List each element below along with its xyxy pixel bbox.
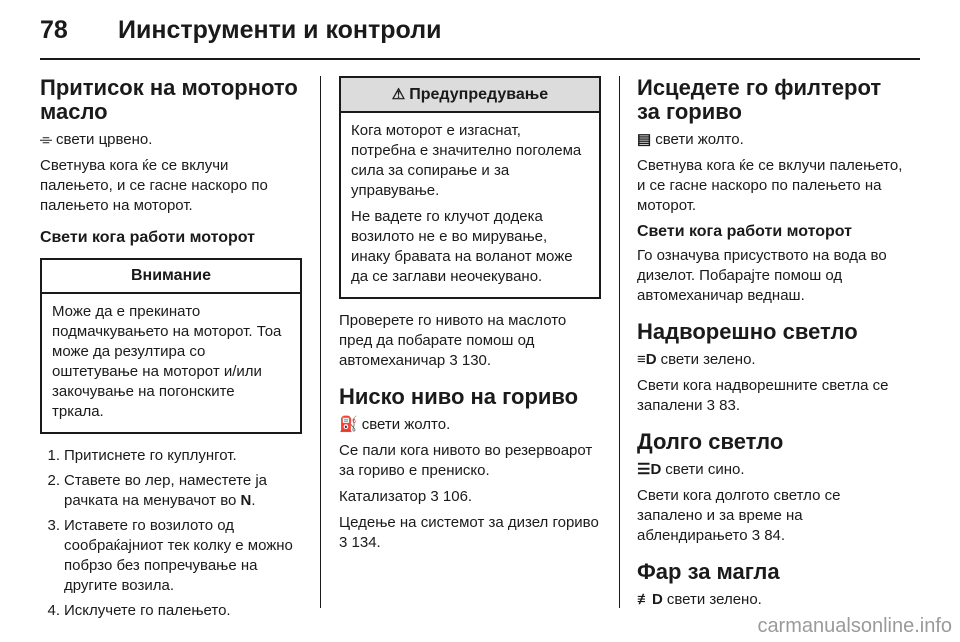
catalyst-label: Катализатор xyxy=(339,488,427,505)
high-beam-status-text: свети сино. xyxy=(665,461,745,478)
page-ref-arrow-icon: 3 xyxy=(339,534,348,551)
exterior-light-text xyxy=(637,376,905,416)
high-beam-text xyxy=(637,486,905,546)
list-item xyxy=(40,516,302,596)
water-in-diesel-text: Го означува присуството на вода во дизелот. Побарајте помош од автомеханичар веднаш. xyxy=(637,247,887,304)
fuel-filter-status-text: свети жолто. xyxy=(655,131,744,148)
warning-title-bar xyxy=(341,78,599,111)
heading-fog-light: Фар за магла xyxy=(637,559,780,584)
warning-title: Предупредување xyxy=(409,86,549,103)
exterior-light-icon: ≡D xyxy=(637,351,657,368)
diesel-drain-ref-text xyxy=(339,513,601,553)
column-divider xyxy=(320,76,321,608)
low-fuel-status-text: свети жолто. xyxy=(361,416,451,433)
fuel-filter-description: Светнува кога ќе се вклучи палењето, и се гасне наскоро по палењето на моторот. xyxy=(637,157,903,214)
heading-high-beam: Долго светло xyxy=(637,429,784,454)
check-oil-text xyxy=(339,311,601,371)
page-header xyxy=(40,14,920,58)
catalyst-ref-text xyxy=(339,487,601,507)
page-ref[interactable]: 106. xyxy=(442,488,473,505)
heading-drain-fuel-filter: Исцедете го филтерот за гориво xyxy=(637,75,882,124)
fuel-filter-icon: ▤ xyxy=(637,131,652,148)
page-ref[interactable]: 134. xyxy=(351,534,381,551)
oil-pressure-status xyxy=(40,130,302,150)
page-ref-arrow-icon: 3 xyxy=(751,527,761,544)
warning-triangle-icon: ⚠ xyxy=(391,86,406,103)
fuel-pump-icon: ⛽ xyxy=(339,416,358,433)
heading-oil-pressure: Притисок на моторното масло xyxy=(40,75,298,124)
caution-box xyxy=(40,258,302,434)
exterior-light-body: Свети кога надворешните светла се запалени xyxy=(637,377,889,414)
oil-pressure-description: Светнува кога ќе се вклучи палењето, и се гасне наскоро по палењето на моторот. xyxy=(40,157,268,214)
page-ref[interactable]: 83. xyxy=(719,397,740,414)
page-ref[interactable]: 130. xyxy=(461,352,492,369)
low-fuel-description: Се пали кога нивото во резервоарот за гориво е прениско. xyxy=(339,442,593,479)
watermark: carmanualsonline.info xyxy=(757,615,952,637)
column-divider xyxy=(619,76,620,608)
step-text: Притиснете го куплунгот. xyxy=(64,447,237,464)
high-beam-status xyxy=(637,460,905,480)
column-3 xyxy=(637,76,905,616)
page-ref-arrow-icon: 3 xyxy=(430,488,439,505)
caution-title: Внимание xyxy=(42,260,300,292)
page-number: 78 xyxy=(40,16,68,44)
step-text: Иставете го возилото од сообраќајниот тек колку е можно побрзо без попречување на другите возила. xyxy=(64,517,293,594)
fog-light-icon: ≢D xyxy=(637,591,663,608)
fog-light-status xyxy=(637,590,905,610)
fuel-filter-status xyxy=(637,130,905,150)
list-item xyxy=(40,446,302,466)
step-text: Исклучете го палењето. xyxy=(64,602,231,619)
heading-engine-running: Свети кога работи моторот xyxy=(40,229,255,246)
low-fuel-status xyxy=(339,415,601,435)
warning-text-1: Кога моторот е изгаснат, потребна е значително поголема сила за сопирање и за управување. xyxy=(351,122,582,199)
warning-box xyxy=(339,76,601,299)
gear-neutral-label: N xyxy=(240,492,252,509)
step-number: 3. xyxy=(47,517,60,534)
oil-pressure-status-text: свети црвено. xyxy=(56,131,153,148)
step-number: 4. xyxy=(47,602,60,619)
heading-engine-running-2: Свети кога работи моторот xyxy=(637,223,852,240)
column-2 xyxy=(339,76,601,559)
high-beam-body: Свети кога долгото светло се запалено и за време на аблендирањето xyxy=(637,487,841,544)
list-item xyxy=(40,601,302,621)
check-oil-body: Проверете го нивото на маслото пред да побарате помош од автомеханичар xyxy=(339,312,567,369)
page-ref[interactable]: 84. xyxy=(764,527,786,544)
step-number: 2. xyxy=(47,472,60,489)
oil-can-icon: ⌯ xyxy=(40,131,53,148)
heading-low-fuel: Ниско ниво на гориво xyxy=(339,384,579,409)
step-number: 1. xyxy=(47,447,60,464)
diesel-drain-label: Цедење на системот за дизел гориво xyxy=(339,514,599,531)
list-item xyxy=(40,471,302,511)
heading-exterior-light: Надворешно светло xyxy=(637,319,858,344)
exterior-light-status xyxy=(637,350,905,370)
running-title: Иинструменти и контроли xyxy=(118,16,442,44)
step-text: Ставете во лер, наместете ја рачката на менувачот во xyxy=(64,472,268,509)
header-rule xyxy=(40,58,920,60)
fog-light-status-text: свети зелено. xyxy=(666,591,762,608)
high-beam-icon: ☰D xyxy=(637,461,662,478)
exterior-light-status-text: свети зелено. xyxy=(660,351,756,368)
step-end: . xyxy=(251,492,256,509)
caution-text: Може да е прекинато подмачкувањето на моторот. Тоа може да резултира со оштетување на моторот и/или закочување на погонските тркала. xyxy=(52,303,282,420)
page-ref-arrow-icon: 3 xyxy=(449,352,458,369)
steps-list xyxy=(40,446,302,621)
warning-text-2: Не вадете го клучот додека возилото не е во мирување, инаку бравата на воланот може да се заглави неочекувано. xyxy=(351,208,573,285)
column-1 xyxy=(40,76,302,626)
page-ref-arrow-icon: 3 xyxy=(706,397,715,414)
